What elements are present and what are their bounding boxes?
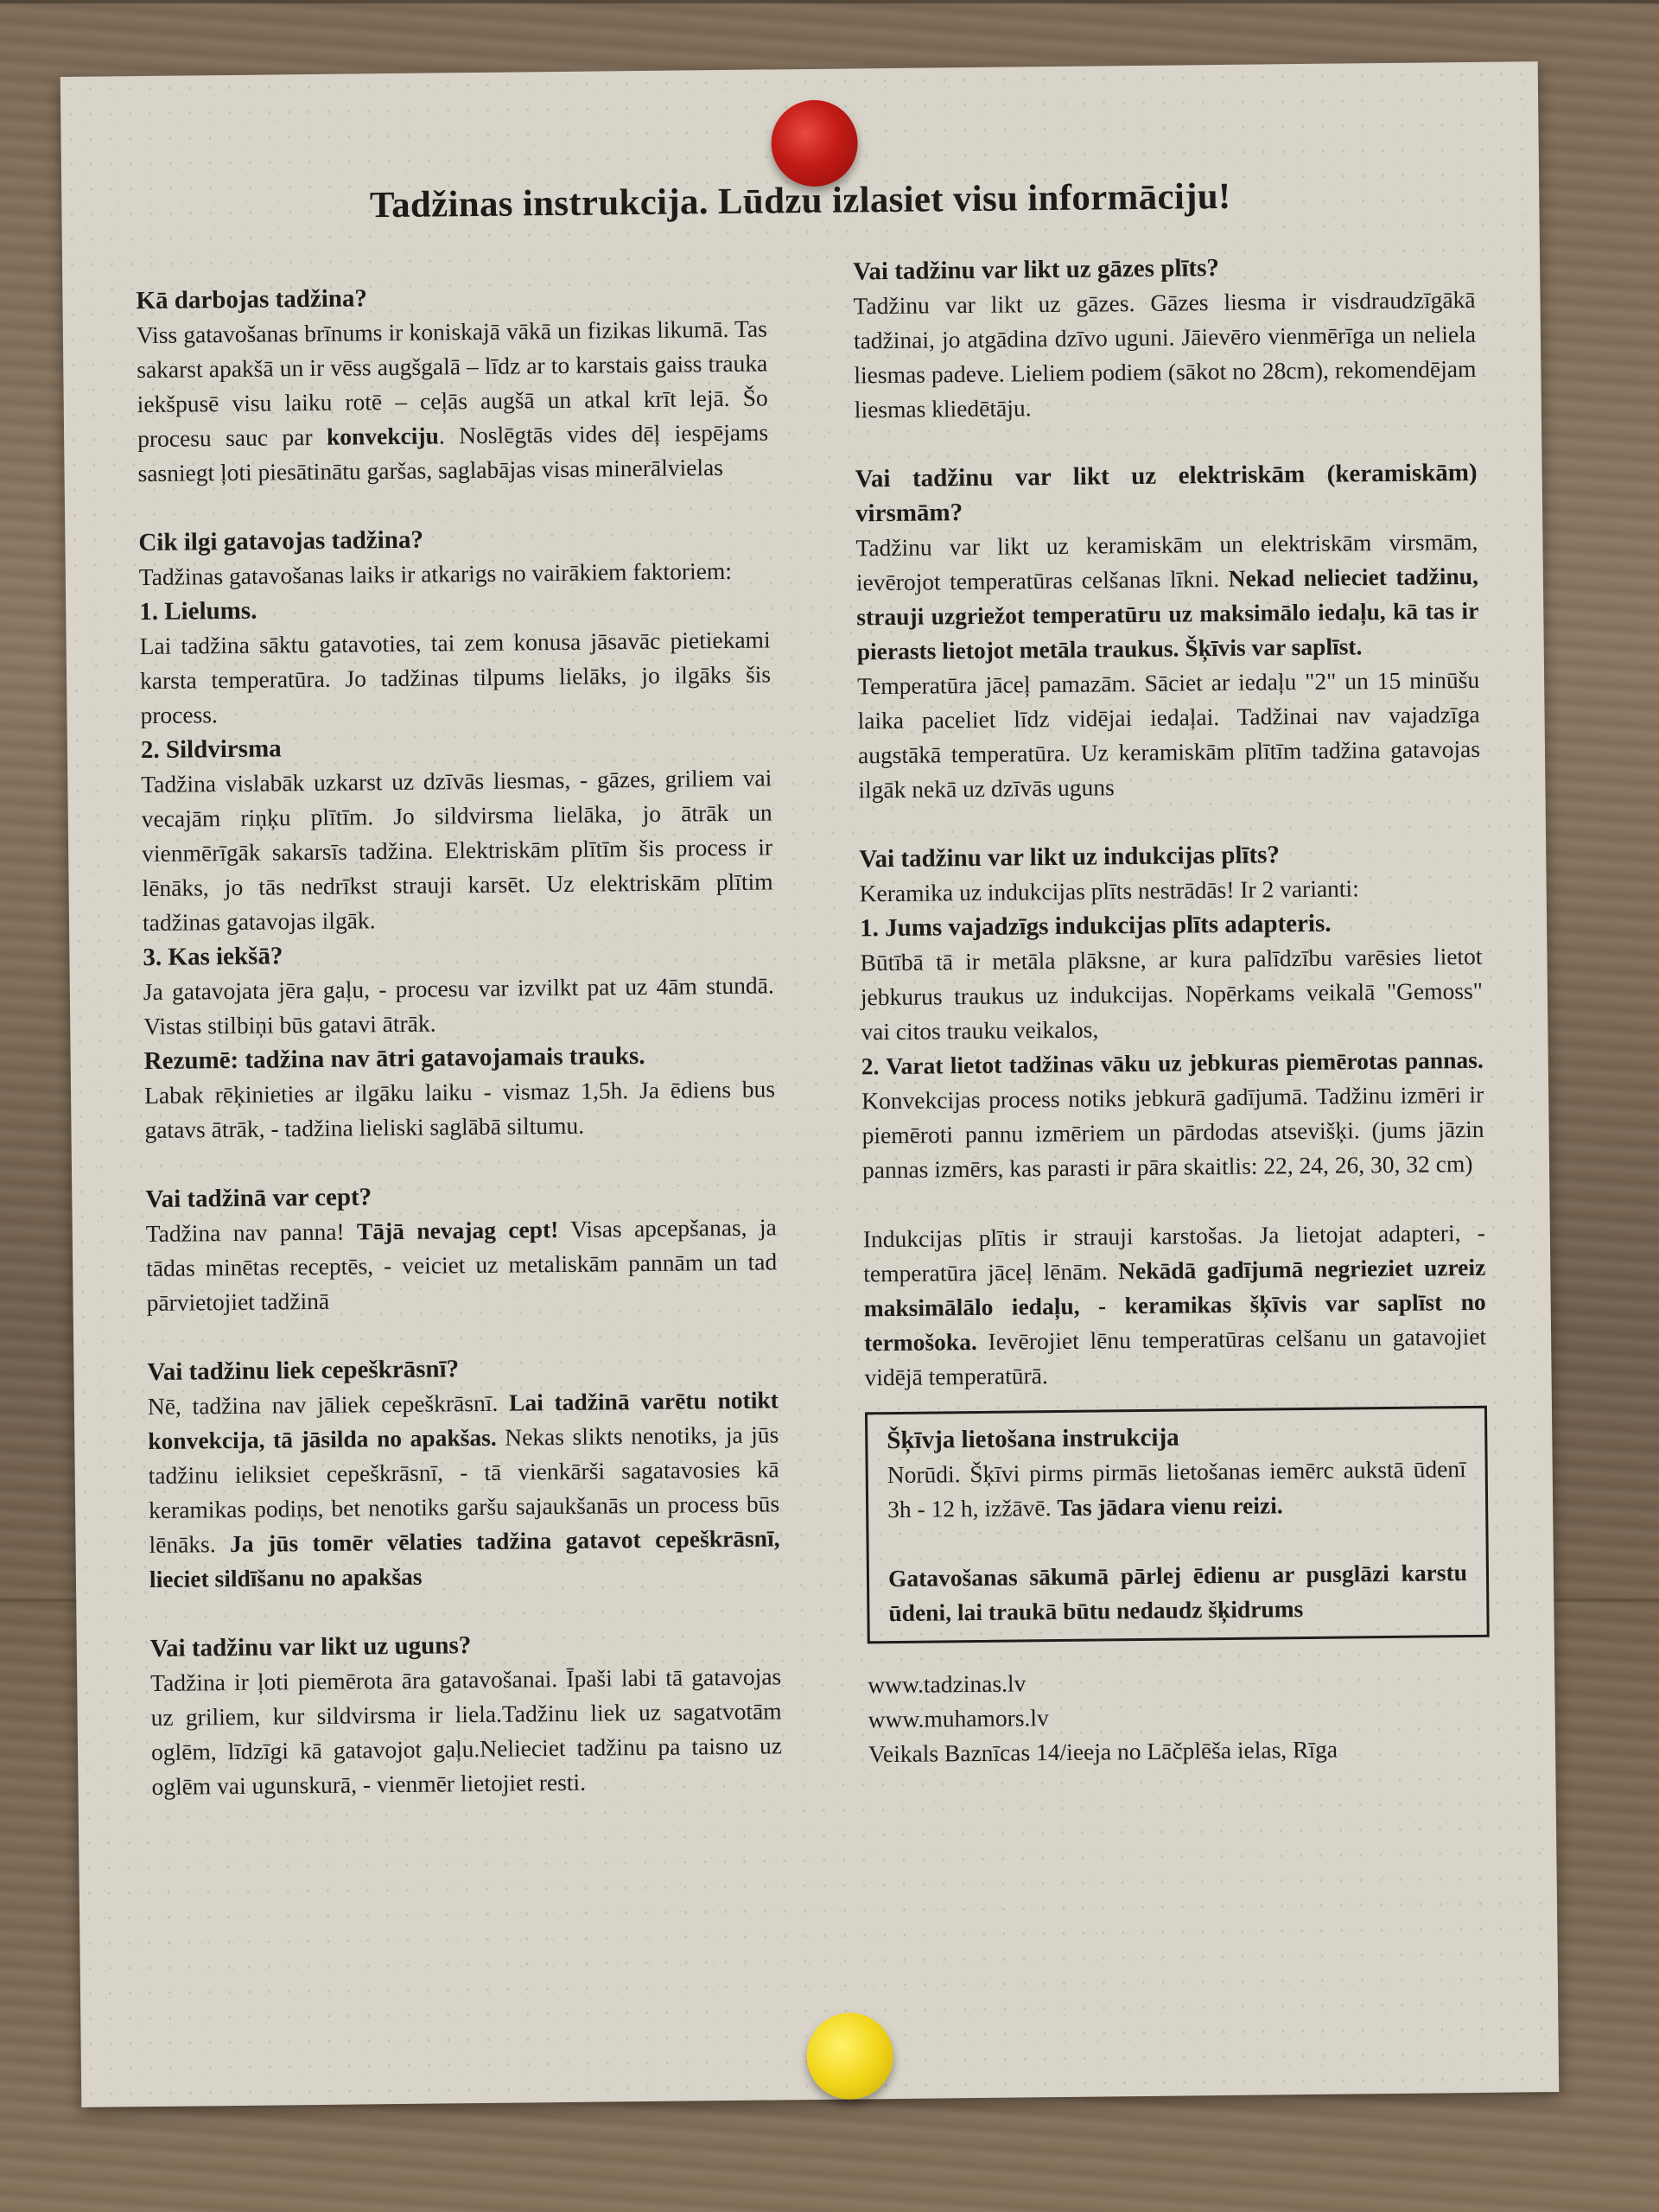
page-title: Tadžinas instrukcija. Lūdzu izlasiet visu informāciju! bbox=[369, 175, 1231, 226]
text-size: Lai tadžina sāktu gatavoties, tai zem konusa jāsavāc pietiekami karsta temperatūra. Jo tadžinas tilpums lielāks, jo ilgāks šis process. bbox=[139, 626, 772, 729]
section-text-fire: Tadžina ir ļoti piemērota āra gatavošanai. Īpaši labi tā gatavojas uz griliem, kur sildvirsma ir liela.Tadžinu liek uz sagatvotām oglēm, līdzīgi kā gatavojot gaļu.Nelieciet tadžinu pa taisno uz oglēm vai ugunskurā, - vienmēr lietojiet resti. bbox=[150, 1662, 783, 1801]
yellow-push-pin bbox=[806, 2012, 893, 2100]
store-address: Veikals Baznīcas 14/ieeja no Lāčplēša ielas, Rīga bbox=[868, 1735, 1338, 1768]
plate-usage-box bbox=[865, 1406, 1490, 1644]
section-heading-electric: Vai tadžinu var likt uz elektriskām (keramiskām) virsmām? bbox=[855, 458, 1478, 528]
text-contents: Ja gatavojata jēra gaļu, - procesu var izvilkt pat uz 4ām stundā. Vistas stilbiņi būs gatavi ātrāk. bbox=[143, 971, 774, 1040]
section-text-oven: Nē, tadžina nav jāliek cepeškrāsnī. Lai tadžinā varētu notikt konvekcija, tā jāsilda no apakšas. Nekas slikts nenotiks, ja jūs tadžinu ieliksiet cepeškrāsnī, - tā vienkārši sagatavosies kā keramikas podiņs, bet nenotiks garšu sajaukšanās un process būs lēnāks. Ja jūs tomēr vēlaties tadžina gatavot cepeškrāsnī, lieciet sildīšanu no apakšas bbox=[147, 1386, 780, 1593]
summary-bold: Rezumē: tadžina nav ātri gatavojamais trauks. bbox=[143, 1041, 645, 1076]
subheading-heating-surface: 2. Sildvirsma bbox=[140, 734, 282, 765]
section-heading-how-it-works: Kā darbojas tadžina? bbox=[136, 284, 368, 315]
red-push-pin bbox=[771, 99, 858, 187]
section-heading-frying: Vai tadžinā var cept? bbox=[145, 1183, 372, 1214]
section-text-frying: Tadžina nav panna! Tājā nevajag cept! Visas apcepšanas, ja tādas minētas receptēs, - veiciet uz metaliskām pannām un tad pārvietojiet tadžinā bbox=[145, 1213, 778, 1317]
text-heating-surface: Tadžina vislabāk uzkarst uz dzīvās liesmas, - gāzes, griliem vai vecajām riņķu plītīm. Jo sildvirsma lielāka, jo ātrāk un vienmērīgāk sakarsīs tadžina. Elektriskām plītīm šis process ir lēnāks, jo tās nedrīkst strauji karsēt. Uz elektriskām plītim tadžinas gatavojas ilgāk. bbox=[141, 764, 773, 937]
section-text-electric-2: Temperatūra jāceļ pamazām. Sāciet ar iedaļu "2" un 15 minūšu laika paceliet līdz vidējai iedaļai. Tadžinai nav vajadzīga augstākā temperatūra. Uz keramiskām plītīm tadžina gatavojas ilgāk nekā uz dzīvās uguns bbox=[857, 665, 1481, 804]
subheading-contents: 3. Kas iekšā? bbox=[143, 942, 283, 972]
instruction-sheet bbox=[60, 61, 1560, 2107]
plate-usage-text: Norūdi. Šķīvi pirms pirmās lietošanas iemērc aukstā ūdenī 3h - 12 h, izžāvē. Tas jādara vienu reizi. bbox=[887, 1455, 1466, 1523]
section-text-how-it-works: Viss gatavošanas brīnums ir koniskajā vākā un fizikas likumā. Tas sakarst apakšā un ir vēss augšgalā – līdz ar to karstais gaiss trauka iekšpusē visu laiku rotē – ceļās augšā un atkal krīt lejā. Šo procesu sauc par konvekciju. Noslēgtās vides dēļ iespējams sasniegt ļoti piesātinātu garšas, saglabājas visas minerālvielas bbox=[136, 315, 769, 487]
induction-option-2: 2. Varat lietot tadžinas vāku uz jebkuras piemērotas pannas. Konvekcijas process notiks jebkurā gadījumā. Tadžinu izmēri ir piemēroti pannu izmēriem un pārdodas atsevišķi. (jums jāzin pannas izmērs, kas parasti ir pāra skaitlis: 22, 24, 26, 30, 32 cm) bbox=[861, 1046, 1484, 1184]
contact-info bbox=[868, 1662, 1491, 1772]
induction-warning: Indukcijas plītis ir strauji karstošas. Ja lietojat adapteri, - temperatūra jāceļ lēnām. Nekādā gadījumā negrieziet uzreiz maksimālālo iedaļu, - keramikas šķīvis var saplīst no termošoka. Ievērojiet lēnu temperatūras celšanu un gatavojiet vidējā temperatūrā. bbox=[862, 1218, 1487, 1391]
right-column bbox=[853, 248, 1491, 1771]
plate-usage-note: Gatavošanas sākumā pārlej ēdienu ar pusglāzi karstu ūdeni, lai traukā būtu nedaudz šķidrums bbox=[887, 1559, 1468, 1627]
wood-plank-edge bbox=[0, 0, 1659, 3]
subheading-size: 1. Lielums. bbox=[139, 596, 257, 626]
section-text-gas: Tadžinu var likt uz gāzes. Gāzes liesma ir visdraudzīgākā tadžinai, jo atgādina dzīvo uguni. Jāievēro vienmērīga un neliela liesmas padeve. Lieliem podiem (sākot no 28cm), rekomendējam liesmas kliedētāju. bbox=[853, 285, 1477, 423]
induction-option-1-heading: 1. Jums vajadzīgs indukcijas plīts adapteris. bbox=[859, 909, 1332, 943]
left-column bbox=[136, 276, 782, 1804]
section-text-cooking-time: Tadžinas gatavošanas laiks ir atkarigs no vairākiem faktoriem: bbox=[138, 556, 733, 591]
summary-text: Labak rēķinieties ar ilgāku laiku - vismaz 1,5h. Ja ēdiens bus gatavs ātrāk, - tadžina lieliski saglābā siltumu. bbox=[143, 1075, 776, 1144]
section-heading-gas: Vai tadžinu var likt uz gāzes plīts? bbox=[852, 253, 1220, 286]
section-heading-fire: Vai tadžinu var likt uz uguns? bbox=[149, 1631, 472, 1663]
plate-usage-heading: Šķīvja lietošana instrukcija bbox=[887, 1423, 1179, 1455]
section-text-induction: Keramika uz indukcijas plīts nestrādās! Ir 2 varianti: bbox=[859, 874, 1359, 907]
section-heading-oven: Vai tadžinu liek cepeškrāsnī? bbox=[147, 1355, 460, 1387]
section-text-electric: Tadžinu var likt uz keramiskām un elektriskām virsmām, ievērojot temperatūras celšanas līkni. Nekad nelieciet tadžinu, strauji uzgriežot temperatūru uz maksimālo iedaļu, kā tas ir pierasts lietojot metāla traukus. Šķīvis var saplīst. bbox=[855, 527, 1479, 665]
link-tadzinas[interactable]: www.tadzinas.lv bbox=[868, 1669, 1027, 1699]
section-heading-induction: Vai tadžinu var likt uz indukcijas plīts? bbox=[859, 841, 1281, 874]
section-heading-cooking-time: Cik ilgi gatavojas tadžina? bbox=[138, 525, 424, 557]
induction-option-1-text: Būtībā tā ir metāla plāksne, ar kura palīdzību varēsies lietot jebkurus traukus uz indukcijas. Nopērkams veikalā "Gemoss" vai citos trauku veikalos, bbox=[860, 942, 1484, 1046]
link-muhamors[interactable]: www.muhamors.lv bbox=[868, 1704, 1049, 1733]
